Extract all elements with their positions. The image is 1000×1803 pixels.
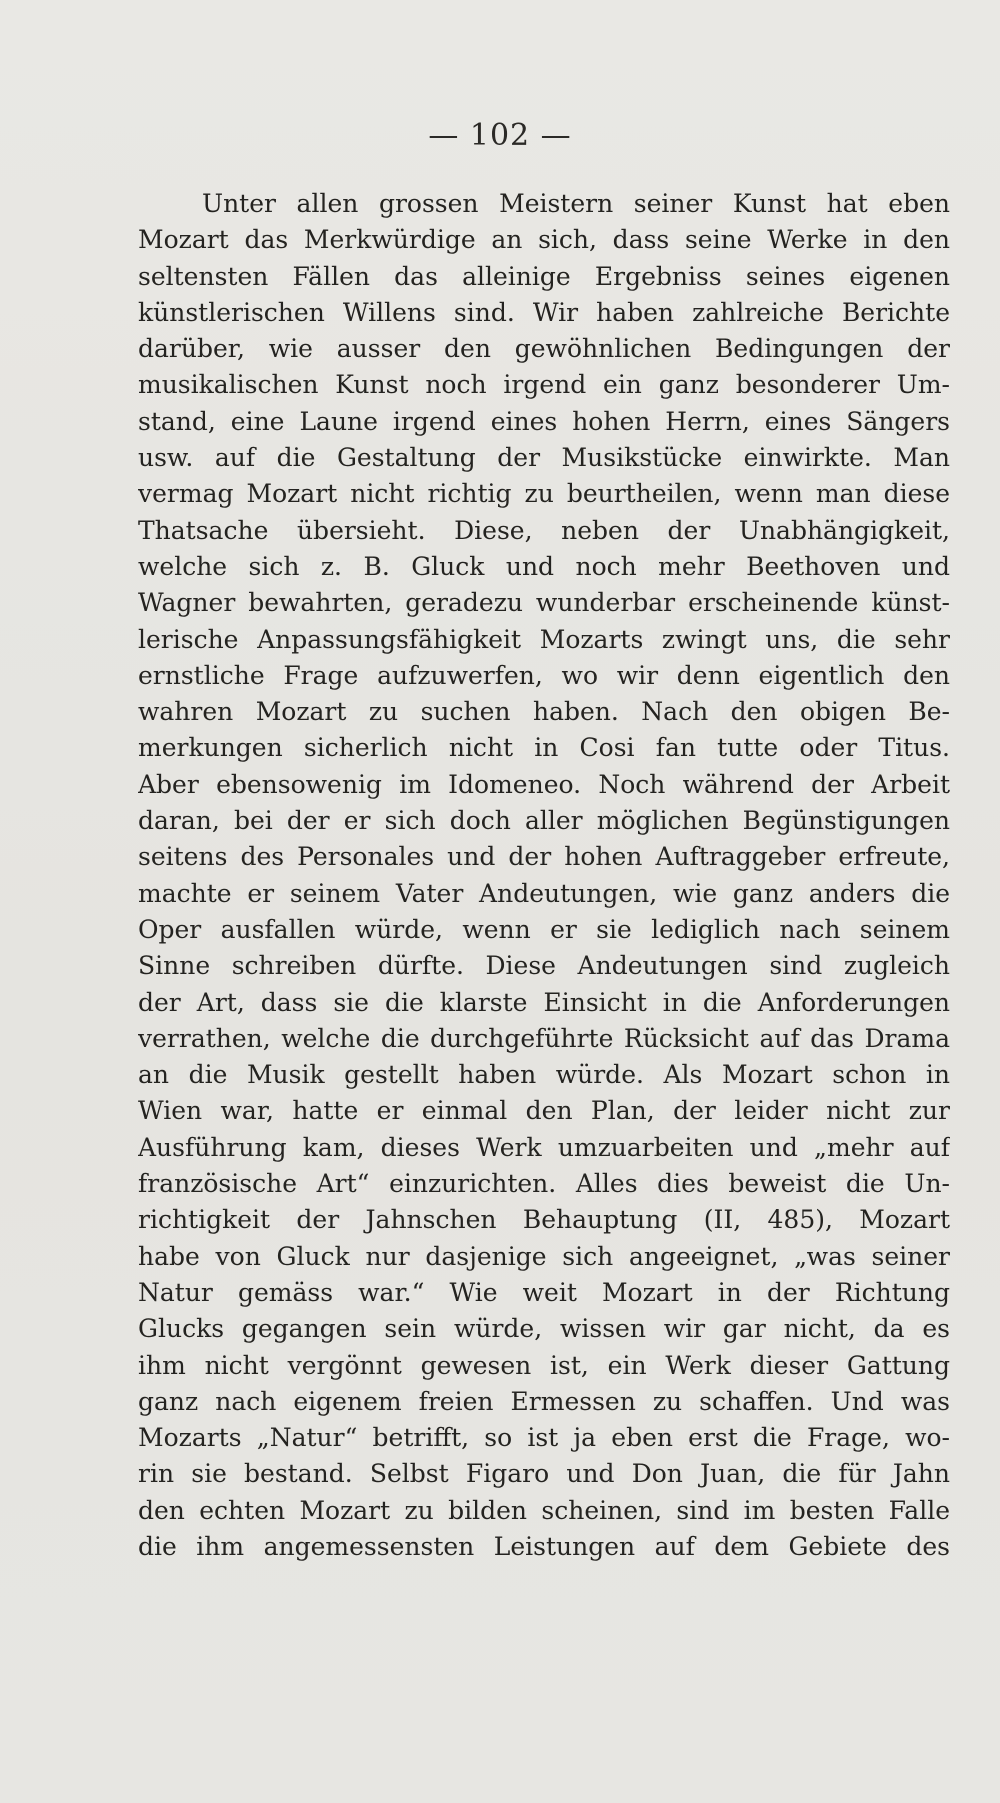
text-line: machte er seinem Vater Andeutungen, wie ganz anders die bbox=[138, 878, 950, 908]
text-line: Sinne schreiben dürfte. Diese Andeutungen sind zugleich bbox=[138, 951, 950, 981]
text-line: musikalischen Kunst noch irgend ein ganz besonderer Um- bbox=[138, 370, 950, 400]
text-line: verrathen, welche die durchgeführte Rücksicht auf das Drama bbox=[138, 1023, 950, 1053]
text-line: stand, eine Laune irgend eines hohen Herrn, eines Sängers bbox=[138, 406, 950, 436]
text-line: Natur gemäss war.“ Wie weit Mozart in der Richtung bbox=[138, 1277, 950, 1307]
text-line: richtigkeit der Jahnschen Behauptung (II, 485), Mozart bbox=[138, 1205, 950, 1235]
text-line: französische Art“ einzurichten. Alles dies beweist die Un- bbox=[138, 1169, 950, 1199]
text-line: Wien war, hatte er einmal den Plan, der leider nicht zur bbox=[138, 1096, 950, 1126]
text-line: Unter allen grossen Meistern seiner Kunst hat eben bbox=[202, 189, 950, 218]
text-line: die ihm angemessensten Leistungen auf dem Gebiete des bbox=[138, 1531, 950, 1561]
text-line: seltensten Fällen das alleinige Ergebniss seines eigenen bbox=[138, 261, 950, 291]
text-line: merkungen sicherlich nicht in Cosi fan tutte oder Titus. bbox=[138, 733, 950, 763]
text-line: Aber ebensowenig im Idomeneo. Noch während der Arbeit bbox=[138, 769, 950, 799]
text-line: usw. auf die Gestaltung der Musikstücke einwirkte. Man bbox=[138, 443, 950, 473]
text-line: ganz nach eigenem freien Ermessen zu schaffen. Und was bbox=[138, 1386, 950, 1416]
text-line: rin sie bestand. Selbst Figaro und Don Juan, die für Jahn bbox=[138, 1459, 950, 1489]
text-line: ihm nicht vergönnt gewesen ist, ein Werk dieser Gattung bbox=[138, 1350, 950, 1380]
text-line: an die Musik gestellt haben würde. Als Mozart schon in bbox=[138, 1060, 950, 1090]
text-line: ernstliche Frage aufzuwerfen, wo wir denn eigentlich den bbox=[138, 660, 950, 690]
text-line: seitens des Personales und der hohen Auftraggeber erfreute, bbox=[138, 842, 950, 872]
text-line: darüber, wie ausser den gewöhnlichen Bedingungen der bbox=[138, 334, 950, 364]
page-number: — 102 — bbox=[428, 118, 572, 153]
text-line: habe von Gluck nur dasjenige sich angeeignet, „was seiner bbox=[138, 1241, 950, 1271]
text-line: der Art, dass sie die klarste Einsicht in die Anforderungen bbox=[138, 987, 950, 1017]
text-line: Oper ausfallen würde, wenn er sie lediglich nach seinem bbox=[138, 914, 950, 944]
text-line: Ausführung kam, dieses Werk umzuarbeiten und „mehr auf bbox=[138, 1132, 950, 1162]
text-line: Mozart das Merkwürdige an sich, dass seine Werke in den bbox=[138, 225, 950, 255]
text-line: daran, bei der er sich doch aller möglichen Begünstigungen bbox=[138, 806, 950, 836]
text-line: Mozarts „Natur“ betrifft, so ist ja eben erst die Frage, wo- bbox=[138, 1423, 950, 1453]
text-line: Thatsache übersieht. Diese, neben der Unabhängigkeit, bbox=[138, 515, 950, 545]
text-line: künstlerischen Willens sind. Wir haben zahlreiche Berichte bbox=[138, 297, 950, 327]
text-line: den echten Mozart zu bilden scheinen, sind im besten Falle bbox=[138, 1495, 950, 1525]
text-line: lerische Anpassungsfähigkeit Mozarts zwingt uns, die sehr bbox=[138, 624, 950, 654]
text-line: welche sich z. B. Gluck und noch mehr Beethoven und bbox=[138, 551, 950, 581]
text-line: wahren Mozart zu suchen haben. Nach den obigen Be- bbox=[138, 697, 950, 727]
text-line: vermag Mozart nicht richtig zu beurtheilen, wenn man diese bbox=[138, 479, 950, 509]
text-line: Wagner bewahrten, geradezu wunderbar erscheinende künst- bbox=[138, 588, 950, 618]
text-line: Glucks gegangen sein würde, wissen wir gar nicht, da es bbox=[138, 1314, 950, 1344]
body-text bbox=[138, 186, 950, 1565]
